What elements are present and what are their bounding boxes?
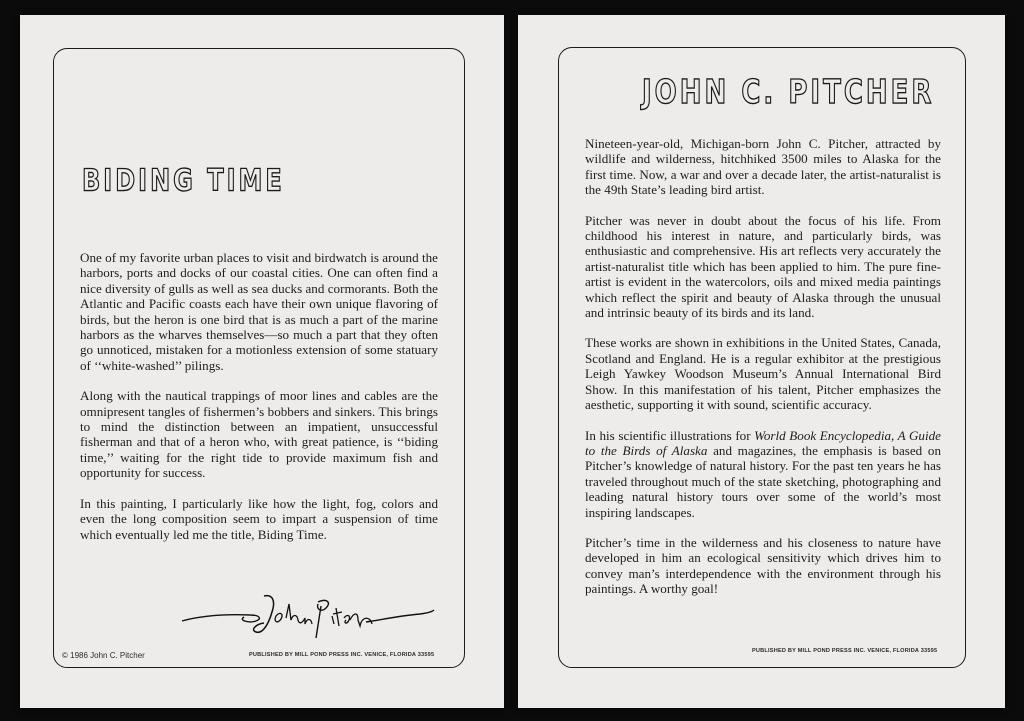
bio-paragraph [585,428,941,520]
bio-text: In his scientific illustrations for [585,427,755,443]
left-card [20,15,504,708]
description-paragraph: One of my favorite urban places to visit and birdwatch is around the harbors, ports and docks of our coastal cities. One can often find a nice diversity of gulls as well as sea ducks and cormorants. Both the Atlantic and Pacific coasts each have their own unique flavoring of birds, but the heron is one bird that is as much a part of the marine harbors as the wharves themselves—so much a part that they often go unnoticed, mistaken for a motionless extension of some statuary of ‘‘white-washed’’ pilings. [80,250,438,373]
painting-title: BIDING TIME [82,163,285,198]
bio-paragraph: Nineteen-year-old, Michigan-born John C. Pitcher, attracted by wildlife and wilderness, hitchhiked 3500 miles to Alaska for the first time. Now, a war and over a decade later, the artist-naturalist is the 49th State’s leading bird artist. [585,136,941,198]
bio-text: and magazines, the emphasis is based on Pitcher’s knowledge of natural history. For the past ten years he has traveled throughout much of the state sketching, photographing and leading natural history tours over some of the world’s most inspiring landscapes. [585,442,942,520]
publication-titles: World Book Encyclopedia, A Guide to the Birds of Alaska [585,427,941,458]
description-paragraph: Along with the nautical trappings of moor lines and cables are the omnipresent tangles of fishermen’s bobbers and sinkers. This brings to mind the distinction between an impatient, unsuccessful fisherman and that of a heron who, with great patience, is ‘‘biding time,’’ waiting for the right tide to provide maximum fish and opportunity for success. [80,388,438,481]
copyright-notice: © 1986 John C. Pitcher [62,651,145,660]
bio-paragraph: Pitcher was never in doubt about the focus of his life. From childhood his interest in nature, and particularly birds, was enthusiastic and comprehensive. His art reflects very accurately the artist-naturalist title which has been applied to him. The pure fine-artist is evident in the watercolors, oils and mixed media paintings which reflect the spirit and beauty of Alaska through the unusual and intrinsic beauty of its birds and its land. [585,212,941,321]
artist-name-title: JOHN C. PITCHER [642,74,935,112]
bio-paragraph: Pitcher’s time in the wilderness and his closeness to nature have developed in him an ecological sensitivity which drives him to convey man’s interdependence with the environment through his paintings. A worthy goal! [585,534,941,597]
publisher-line: PUBLISHED BY MILL POND PRESS INC. VENICE, FLORIDA 33595 [752,648,938,654]
bio-paragraph: These works are shown in exhibitions in the United States, Canada, Scotland and England. He is a regular exhibitor at the prestigious Leigh Yawkey Woodson Museum’s Annual International Bird Show. In this manifestation of his talent, Pitcher emphasizes the aesthetic, supporting it with sound, scientific accuracy. [585,335,941,413]
artist-biography [585,136,941,612]
publisher-line: PUBLISHED BY MILL POND PRESS INC. VENICE, FLORIDA 33595 [249,652,435,658]
description-paragraph: In this painting, I particularly like how the light, fog, colors and even the long composition seem to impart a suspension of time which eventually led me the title, Biding Time. [80,495,438,542]
right-card [518,15,1005,708]
painting-description [80,250,438,557]
artist-signature [180,590,435,646]
